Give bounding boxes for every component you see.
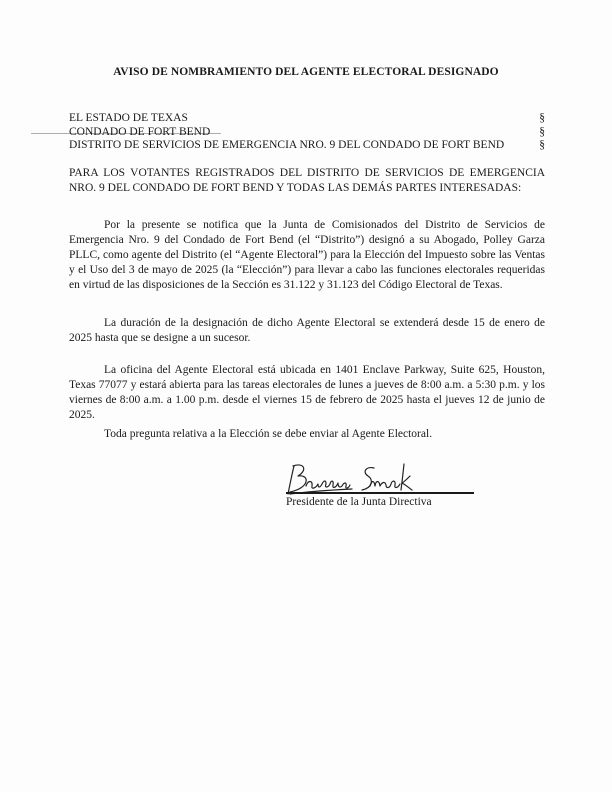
paragraph-duration: La duración de la designación de dicho Agente Electoral se extenderá desde 15 de enero de 2025 hasta que se designe a un sucesor. [69, 317, 545, 344]
section-symbol: § [539, 139, 545, 151]
signature-line [286, 492, 474, 494]
section-symbol: § [539, 112, 545, 124]
paragraph-office-hours: La oficina del Agente Electoral está ubicada en 1401 Enclave Parkway, Suite 625, Houston, Texas 77077 y estará abierta para las tareas electorales de lunes a jueves de 8:00 a.m. a 5:30 p.m. y los viernes de 8:00 a.m. a 1.00 p.m. desde el viernes 15 de febrero de 2025 hasta el jueves 12 de junio de 2025. [69, 364, 545, 421]
document-title: AVISO DE NOMBRAMIENTO DEL AGENTE ELECTORAL DESIGNADO [113, 66, 499, 78]
caption-line-state [69, 112, 545, 126]
paragraph-appointment: Por la presente se notifica que la Junta de Comisionados del Distrito de Servicios de Emergencia Nro. 9 del Condado de Fort Bend (el “Distrito”) designó a su Abogado, Polley Garza PLLC, como agente del Distrito (el “Agente Electoral”) para la Elección del Impuesto sobre las Ventas y el Uso del 3 de mayo de 2025 (la “Elección”) para llevar a cabo las funciones electorales requeridas en virtud de las disposiciones de la Sección es 31.122 y 31.123 del Código Electoral de Texas. [69, 219, 545, 291]
paragraph-questions: Toda pregunta relativa a la Elección se debe enviar al Agente Electoral. [104, 428, 433, 440]
caption-county: CONDADO DE FORT BEND [69, 125, 211, 138]
caption-line-county [69, 126, 545, 140]
signature-title: Presidente de la Junta Directiva [286, 496, 432, 508]
caption-district: DISTRITO DE SERVICIOS DE EMERGENCIA NRO. 9 DEL CONDADO DE FORT BEND [69, 139, 505, 151]
caption-block [69, 112, 545, 153]
caption-state: EL ESTADO DE TEXAS [69, 112, 188, 124]
section-symbol: § [539, 125, 545, 138]
addressee-heading: PARA LOS VOTANTES REGISTRADOS DEL DISTRITO DE SERVICIOS DE EMERGENCIA NRO. 9 DEL CONDADO DE FORT BEND Y TODAS LAS DEMÁS PARTES INTERESADAS: [69, 167, 545, 194]
handwritten-signature [282, 458, 432, 500]
caption-line-district [69, 139, 545, 153]
